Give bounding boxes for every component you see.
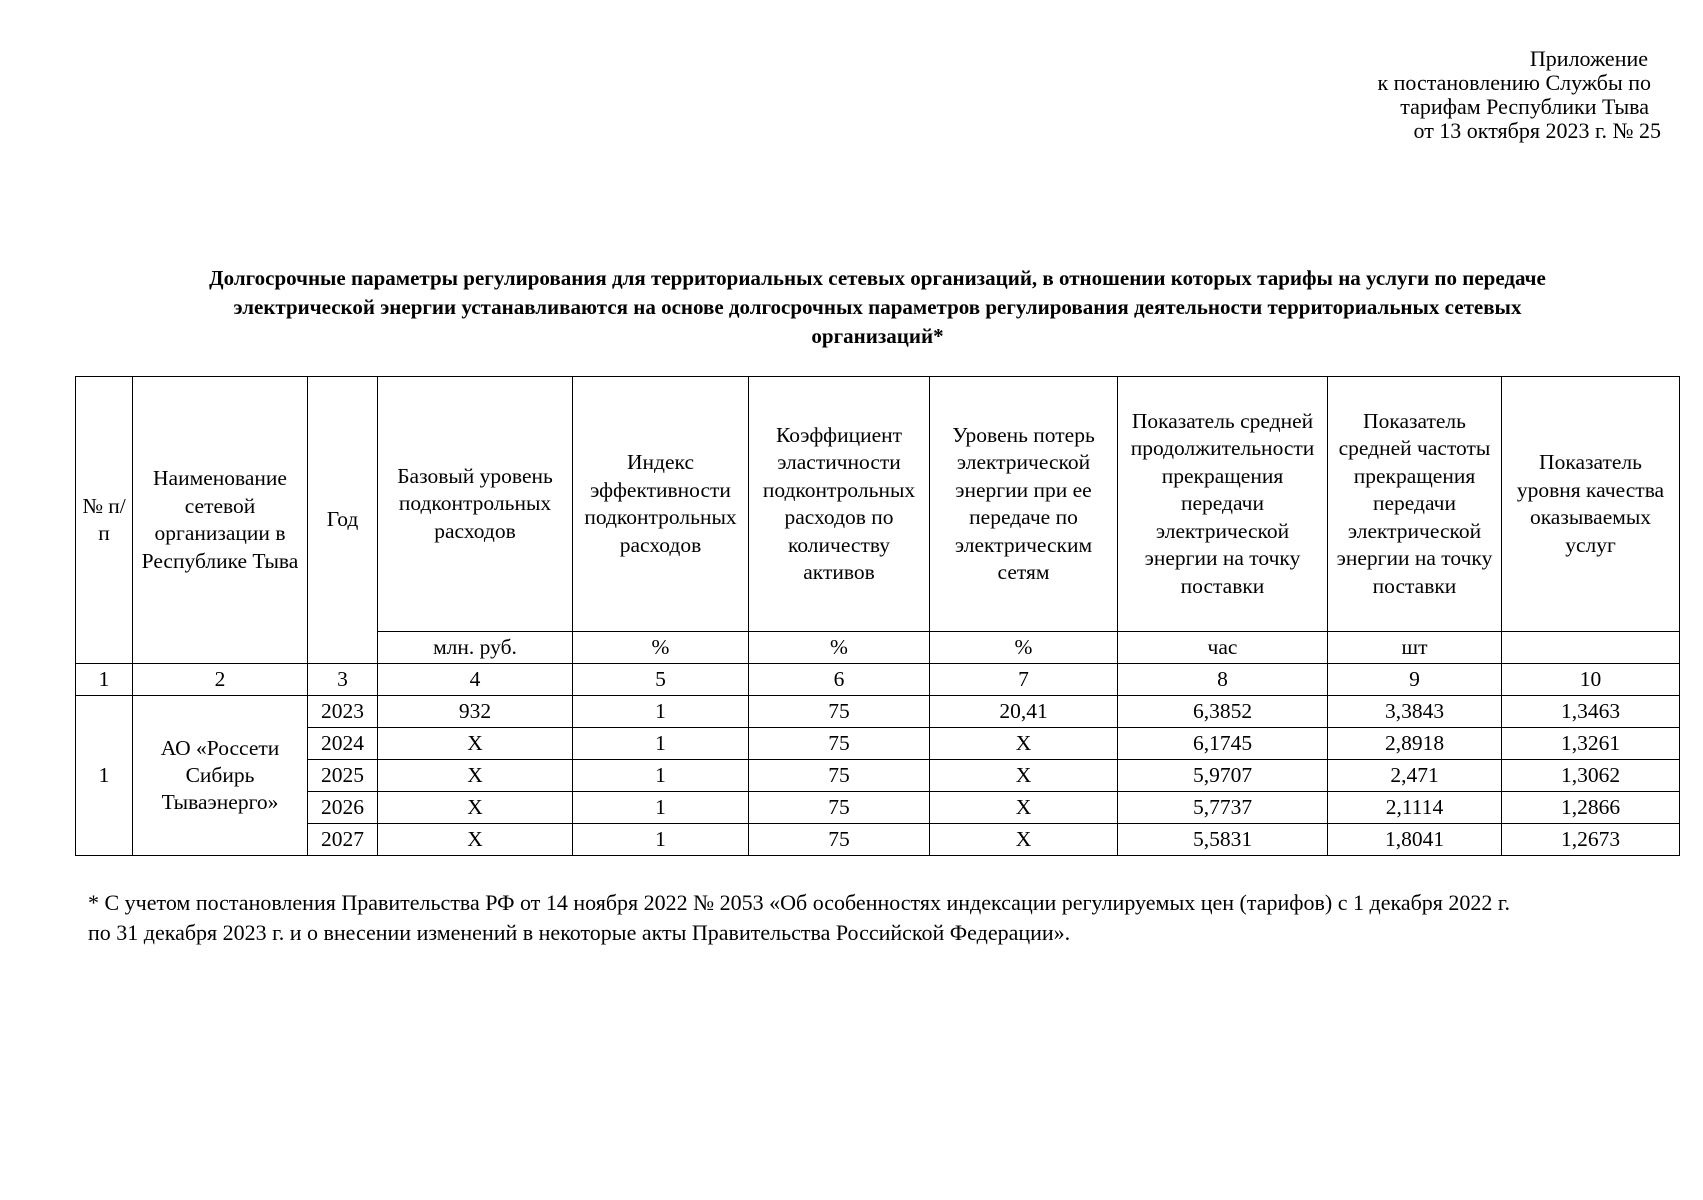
efficiency-index-cell: 1 xyxy=(573,824,749,856)
interruption-duration-cell: 6,3852 xyxy=(1118,696,1328,728)
unit-cell: млн. руб. xyxy=(378,632,573,664)
table-row xyxy=(76,728,1680,760)
unit-cell: % xyxy=(573,632,749,664)
column-number: 10 xyxy=(1502,664,1680,696)
elasticity-coefficient-cell: 75 xyxy=(749,728,930,760)
service-quality-cell: 1,2673 xyxy=(1502,824,1680,856)
interruption-duration-cell: 5,9707 xyxy=(1118,760,1328,792)
efficiency-index-cell: 1 xyxy=(573,792,749,824)
year-cell: 2027 xyxy=(308,824,378,856)
loss-level-cell: 20,41 xyxy=(930,696,1118,728)
service-quality-cell: 1,3261 xyxy=(1502,728,1680,760)
footnote-line: * С учетом постановления Правительства РФ от 14 ноября 2022 № 2053 «Об особенностях индексации регулируемых цен (тарифов) с 1 декабря 2022 г. xyxy=(88,890,1510,915)
header-interruption-duration: Показатель средней продолжительности прекращения передачи электрической энергии на точку поставки xyxy=(1118,377,1328,632)
organization-cell: АО «Россети Сибирь Тываэнерго» xyxy=(133,696,308,856)
column-number: 1 xyxy=(76,664,133,696)
loss-level-cell: X xyxy=(930,824,1118,856)
attachment-header xyxy=(1241,47,1661,143)
header-interruption-frequency: Показатель средней частоты прекращения передачи электрической энергии на точку поставки xyxy=(1328,377,1502,632)
table-row xyxy=(76,824,1680,856)
header-year: Год xyxy=(308,377,378,664)
service-quality-cell: 1,2866 xyxy=(1502,792,1680,824)
loss-level-cell: X xyxy=(930,728,1118,760)
elasticity-coefficient-cell: 75 xyxy=(749,696,930,728)
interruption-frequency-cell: 2,471 xyxy=(1328,760,1502,792)
efficiency-index-cell: 1 xyxy=(573,728,749,760)
interruption-frequency-cell: 2,1114 xyxy=(1328,792,1502,824)
interruption-duration-cell: 5,7737 xyxy=(1118,792,1328,824)
column-number: 8 xyxy=(1118,664,1328,696)
table-row xyxy=(76,792,1680,824)
header-number: № п/п xyxy=(76,377,133,664)
header-base-level: Базовый уровень подконтрольных расходов xyxy=(378,377,573,632)
year-cell: 2023 xyxy=(308,696,378,728)
document-title xyxy=(90,264,1665,351)
base-level-cell: X xyxy=(378,728,573,760)
column-number: 3 xyxy=(308,664,378,696)
service-quality-cell: 1,3062 xyxy=(1502,760,1680,792)
service-quality-cell: 1,3463 xyxy=(1502,696,1680,728)
base-level-cell: X xyxy=(378,792,573,824)
column-number: 9 xyxy=(1328,664,1502,696)
header-loss-level: Уровень потерь электрической энергии при ее передаче по электрическим сетям xyxy=(930,377,1118,632)
loss-level-cell: X xyxy=(930,792,1118,824)
header-organization: Наименование сетевой организации в Республике Тыва xyxy=(133,377,308,664)
attachment-line: от 13 октября 2023 г. № 25 xyxy=(1413,118,1661,143)
header-efficiency-index: Индекс эффективности подконтрольных расходов xyxy=(573,377,749,632)
footnote-line: по 31 декабря 2023 г. и о внесении изменений в некоторые акты Правительства Российской Федерации». xyxy=(88,920,1071,945)
header-elasticity-coefficient: Коэффициент эластичности подконтрольных расходов по количеству активов xyxy=(749,377,930,632)
interruption-frequency-cell: 1,8041 xyxy=(1328,824,1502,856)
table-row xyxy=(76,760,1680,792)
interruption-frequency-cell: 2,8918 xyxy=(1328,728,1502,760)
title-line: Долгосрочные параметры регулирования для территориальных сетевых организаций, в отношении которых тарифы на услуги по передаче xyxy=(209,266,1546,290)
base-level-cell: 932 xyxy=(378,696,573,728)
attachment-line: к постановлению Службы по xyxy=(1377,70,1651,95)
elasticity-coefficient-cell: 75 xyxy=(749,792,930,824)
year-cell: 2025 xyxy=(308,760,378,792)
loss-level-cell: X xyxy=(930,760,1118,792)
unit-cell: % xyxy=(930,632,1118,664)
title-line: организаций* xyxy=(811,324,944,348)
efficiency-index-cell: 1 xyxy=(573,696,749,728)
attachment-line: тарифам Республики Тыва xyxy=(1400,94,1649,119)
unit-cell: % xyxy=(749,632,930,664)
efficiency-index-cell: 1 xyxy=(573,760,749,792)
column-number: 2 xyxy=(133,664,308,696)
unit-cell: час xyxy=(1118,632,1328,664)
column-number: 6 xyxy=(749,664,930,696)
header-row xyxy=(76,377,1680,632)
elasticity-coefficient-cell: 75 xyxy=(749,824,930,856)
attachment-line: Приложение xyxy=(1529,46,1648,71)
year-cell: 2026 xyxy=(308,792,378,824)
elasticity-coefficient-cell: 75 xyxy=(749,760,930,792)
column-number: 4 xyxy=(378,664,573,696)
interruption-duration-cell: 5,5831 xyxy=(1118,824,1328,856)
base-level-cell: X xyxy=(378,760,573,792)
header-service-quality: Показатель уровня качества оказываемых услуг xyxy=(1502,377,1680,632)
column-number-row xyxy=(76,664,1680,696)
footnote xyxy=(88,888,1688,948)
parameters-table xyxy=(75,376,1680,856)
unit-cell: шт xyxy=(1328,632,1502,664)
title-line: электрической энергии устанавливаются на основе долгосрочных параметров регулирования деятельности территориальных сетевых xyxy=(233,295,1522,319)
table-row xyxy=(76,696,1680,728)
year-cell: 2024 xyxy=(308,728,378,760)
interruption-duration-cell: 6,1745 xyxy=(1118,728,1328,760)
base-level-cell: X xyxy=(378,824,573,856)
column-number: 5 xyxy=(573,664,749,696)
column-number: 7 xyxy=(930,664,1118,696)
unit-cell xyxy=(1502,632,1680,664)
row-number-cell: 1 xyxy=(76,696,133,856)
interruption-frequency-cell: 3,3843 xyxy=(1328,696,1502,728)
